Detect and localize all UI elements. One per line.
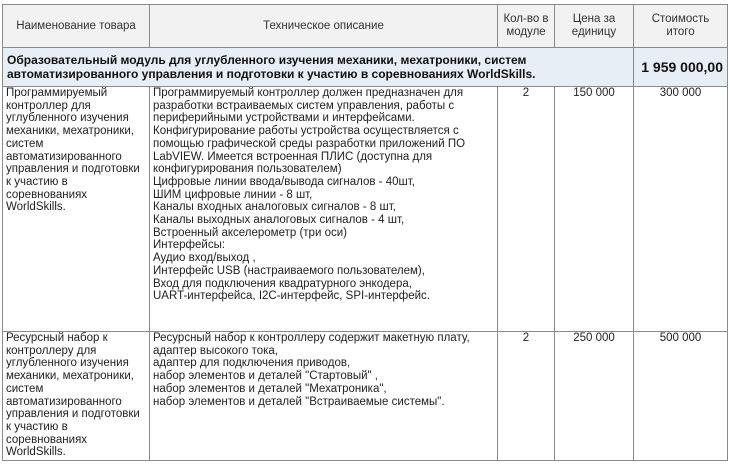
section-title: Образовательный модуль для углубленного изучения механики, мехатроники, систем автоматизированного управления и подготовки к участию в соревнованиях WorldSkills. [3, 48, 634, 87]
row-description: Ресурсный набор к контроллеру содержит макетную плату, адаптер высокого тока, адаптер для подключения приводов, набор элементов и деталей "Стартовый" , набор элементов и деталей "Мехатроника", набор элементов и деталей "Встраиваемые системы". [150, 332, 498, 461]
table-row [3, 332, 728, 461]
row-price: 150 000 [555, 87, 634, 332]
section-row [3, 48, 728, 87]
row-name: Программируемый контроллер для углубленного изучения механики, мехатроники, систем автоматизированного управления и подготовки к участию в соревнованиях WorldSkills. [3, 87, 150, 332]
header-cost: Стоимость итого [634, 5, 728, 48]
header-price: Цена за единицу [555, 5, 634, 48]
row-cost: 300 000 [634, 87, 728, 332]
row-qty: 2 [498, 332, 555, 461]
row-price: 250 000 [555, 332, 634, 461]
header-qty: Кол-во в модуле [498, 5, 555, 48]
row-description: Программируемый контроллер должен предназначен для разработки встраиваемых систем управления, работы с периферийными устройствами и интерфейсами. Конфигурирование работы устройства осуществляется с помощью графической среды разработки приложений ПО LabVIEW. Имеется встроенная ПЛИС (доступна для конфигурирования пользователем) Цифровые линии ввода/вывода сигналов - 40шт, ШИМ цифровые линии - 8 шт, Каналы входных аналоговых сигналов - 8 шт, Каналы выходных аналоговых сигналов - 4 шт, Встроенный акселерометр (три оси) Интерфейсы: Аудио вход/выход , Интерфейс USB (настраиваемого пользователем), Вход для подключения квадратурного энкодера, UART-интерфейса, I2C-интерфейс, SPI-интерфейс. [150, 87, 498, 332]
section-total: 1 959 000,00 [634, 48, 728, 87]
row-cost: 500 000 [634, 332, 728, 461]
row-qty: 2 [498, 87, 555, 332]
table-row [3, 87, 728, 332]
header-name: Наименование товара [3, 5, 150, 48]
row-name: Ресурсный набор к контроллеру для углубленного изучения механики, мехатроники, систем автоматизированного управления и подготовки к участию в соревнованиях WorldSkills. [3, 332, 150, 461]
specification-table [2, 4, 728, 461]
header-row [3, 5, 728, 48]
header-description: Техническое описание [150, 5, 498, 48]
